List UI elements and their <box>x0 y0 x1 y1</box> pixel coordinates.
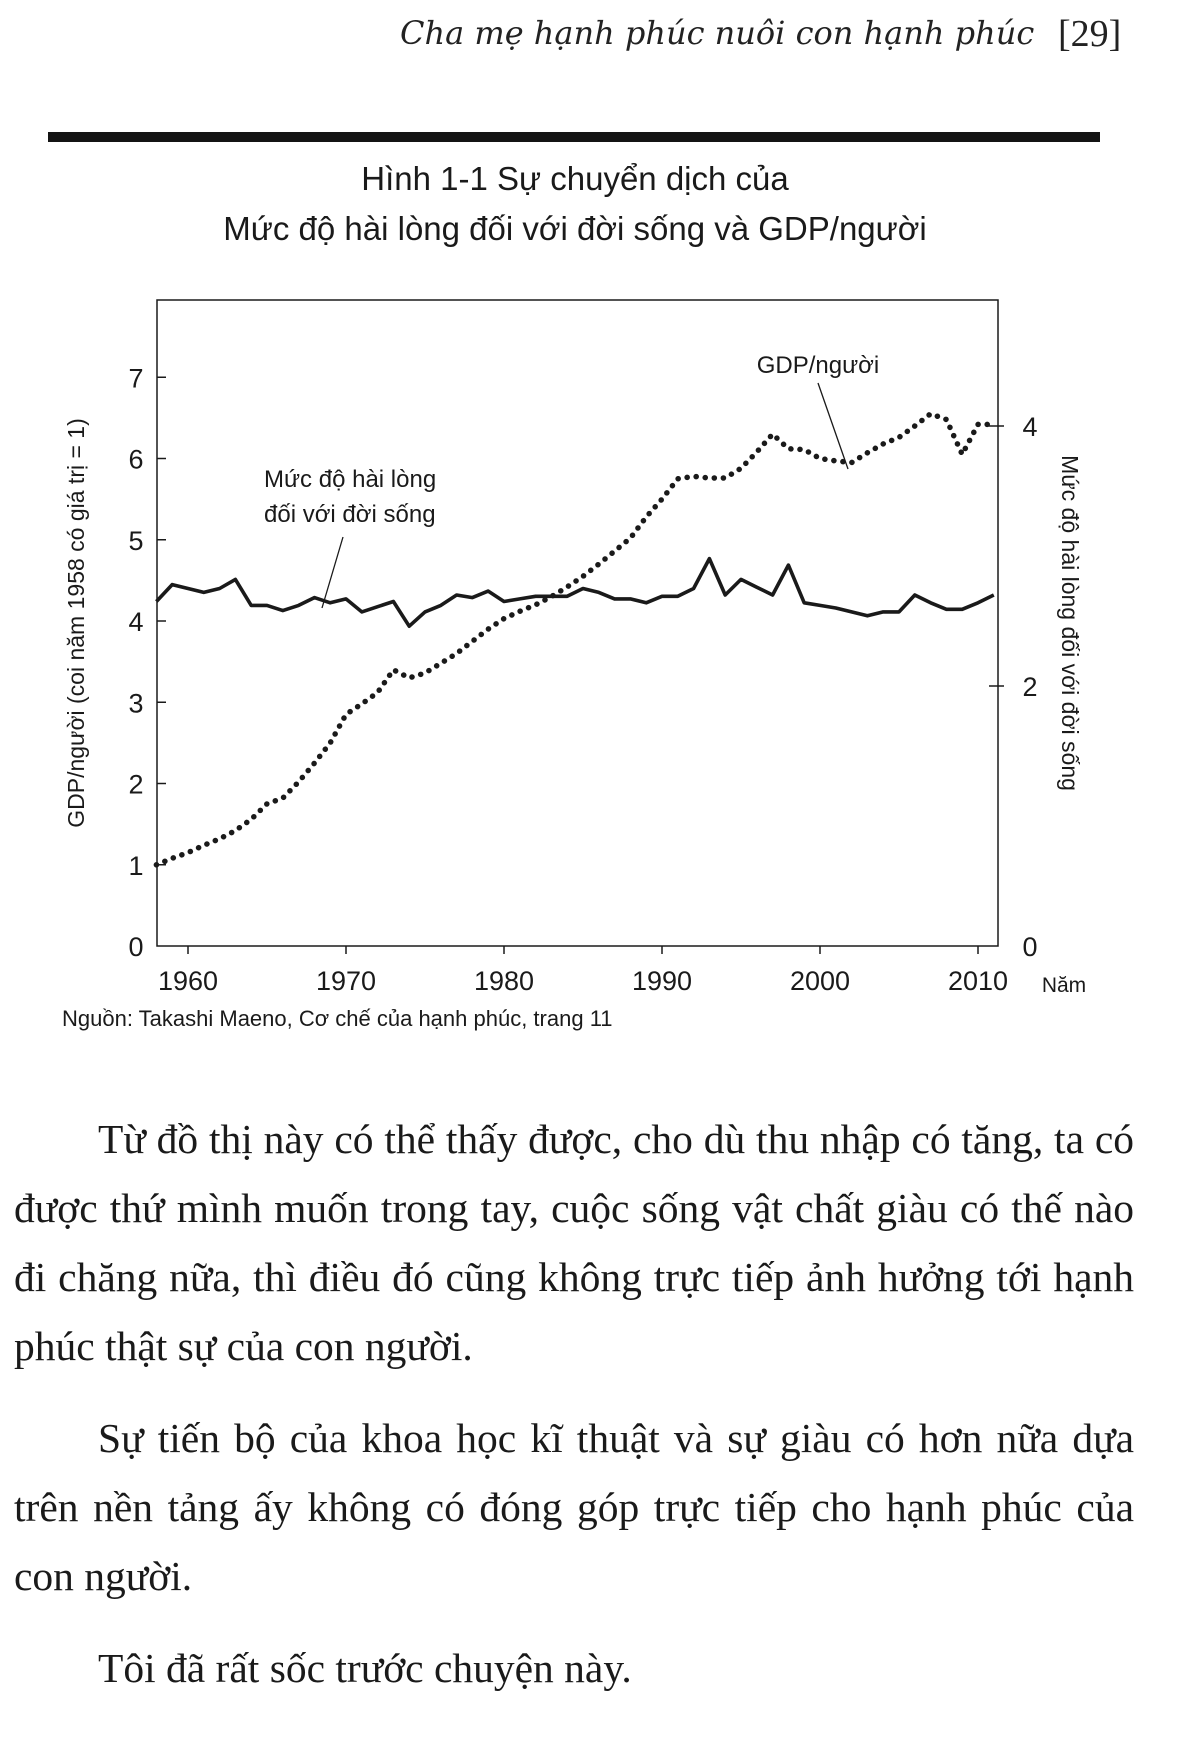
satisfaction-annotation-label-2: đối với đời sống <box>264 501 436 528</box>
x-tick-label: 2000 <box>789 966 851 996</box>
body-text <box>14 1105 1134 1726</box>
x-tick-label: 1990 <box>631 966 693 996</box>
y-right-tick-label: 2 <box>1022 672 1038 702</box>
y-right-axis-label: Mức độ hài lòng đối với đời sống <box>1057 455 1083 791</box>
y-left-tick-label: 7 <box>128 363 144 394</box>
x-axis-label: Năm <box>1041 974 1087 997</box>
y-left-tick-label: 6 <box>128 444 144 475</box>
body-paragraph-1: Từ đồ thị này có thể thấy được, cho dù thu nhập có tăng, ta có được thứ mình muốn trong tay, cuộc sống vật chất giàu có thế nào đi chăng nữa, thì điều đó cũng không trực tiếp ảnh hưởng tới hạnh phúc thật sự của con người. <box>14 1116 1134 1369</box>
running-title: Cha mẹ hạnh phúc nuôi con hạnh phúc <box>400 14 1035 52</box>
y-right-tick-label: 4 <box>1022 412 1038 442</box>
page-number: [29] <box>1058 13 1122 55</box>
y-right-tick-label: 0 <box>1022 932 1038 962</box>
y-left-tick-label: 0 <box>128 932 144 962</box>
y-left-tick-label: 4 <box>128 607 144 637</box>
figure-source: Nguồn: Takashi Maeno, Cơ chế của hạnh phúc, trang 11 <box>62 1006 613 1031</box>
x-tick-label: 1970 <box>315 966 377 996</box>
y-left-tick-label: 2 <box>128 769 144 800</box>
satisfaction-series-line <box>156 559 993 627</box>
y-left-tick-label: 5 <box>128 525 144 556</box>
satisfaction-annotation-label-1: Mức độ hài lòng <box>264 466 437 493</box>
gdp-annotation-label: GDP/người <box>756 352 880 379</box>
body-paragraph-2: Sự tiến bộ của khoa học kĩ thuật và sự giàu có hơn nữa dựa trên nền tảng ấy không có đóng góp trực tiếp cho hạnh phúc của con người. <box>14 1415 1134 1599</box>
y-left-tick-label: 1 <box>128 850 144 881</box>
body-paragraph-3: Tôi đã rất sốc trước chuyện này. <box>98 1645 632 1691</box>
y-left-axis-label: GDP/người (coi năm 1958 có giá trị = 1) <box>63 418 89 828</box>
x-tick-label: 1980 <box>473 966 535 996</box>
x-tick-label: 1960 <box>157 966 219 996</box>
gdp-annotation-leader <box>818 383 848 469</box>
figure-title-line1: Hình 1-1 Sự chuyển dịch của <box>361 160 789 197</box>
y-left-tick-label: 3 <box>128 688 144 719</box>
x-tick-label: 2010 <box>947 966 1009 996</box>
figure-title-line2: Mức độ hài lòng đối với đời sống và GDP/người <box>223 210 927 247</box>
plot-frame <box>157 300 998 946</box>
satisfaction-annotation-leader <box>322 537 343 608</box>
